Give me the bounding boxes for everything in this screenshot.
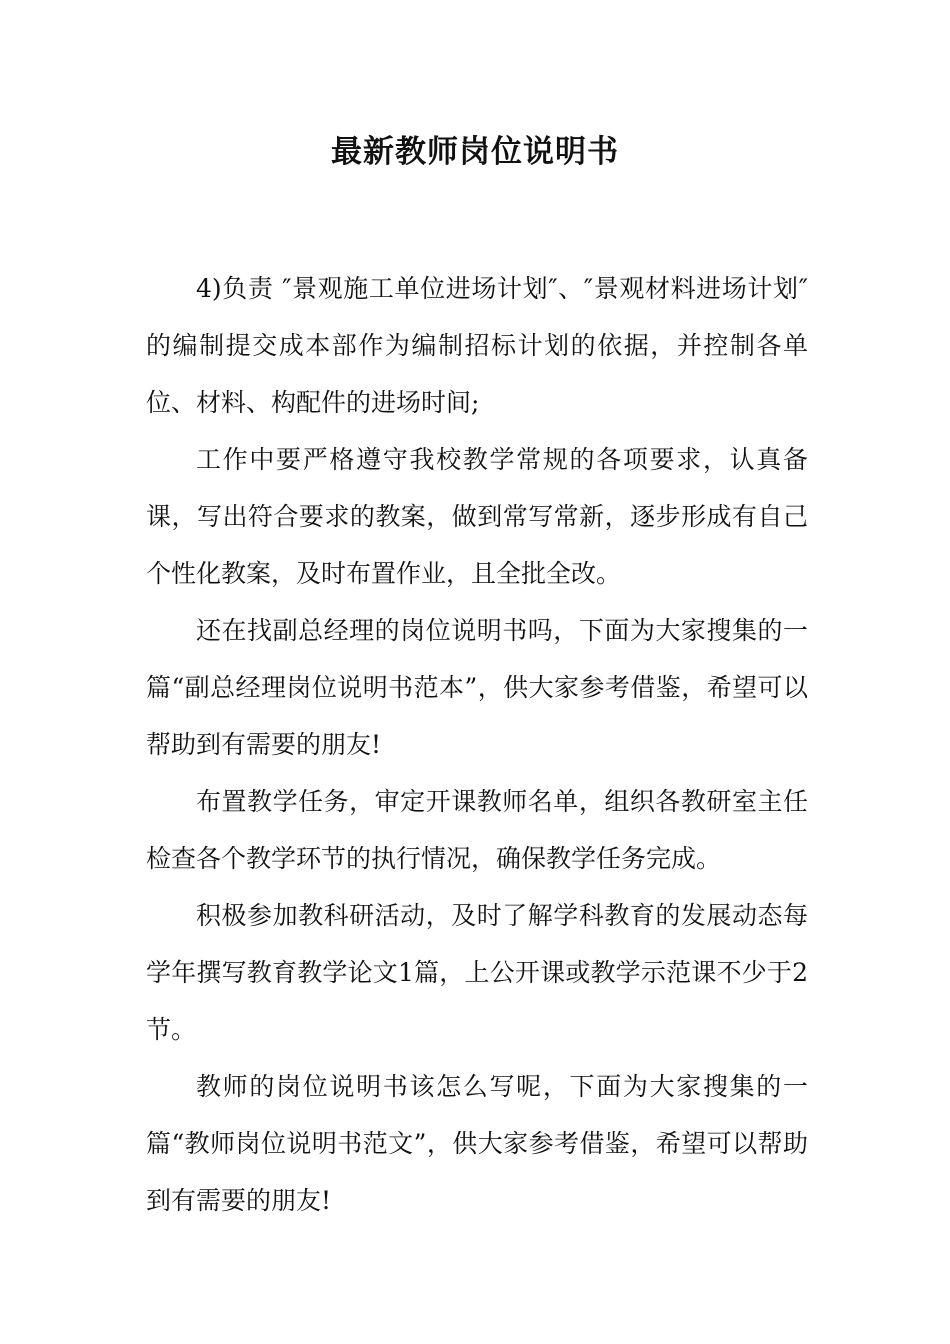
document-body [146, 260, 808, 1229]
paragraph: 积极参加教科研活动，及时了解学科教育的发展动态每学年撰写教育教学论文1篇，上公开课或教学示范课不少于2节。 [146, 901, 808, 1044]
paragraph: 4)负责 ″景观施工单位进场计划″、″景观材料进场计划″的编制提交成本部作为编制招标计划的依据，并控制各单位、材料、构配件的进场时间; [146, 274, 808, 417]
paragraph: 布置教学任务，审定开课教师名单，组织各教研室主任检查各个教学环节的执行情况，确保教学任务完成。 [146, 787, 808, 873]
paragraph: 教师的岗位说明书该怎么写呢，下面为大家搜集的一篇“教师岗位说明书范文”，供大家参考借鉴，希望可以帮助到有需要的朋友! [146, 1072, 808, 1215]
document-title: 最新教师岗位说明书 [331, 134, 619, 170]
paragraph: 还在找副总经理的岗位说明书吗，下面为大家搜集的一篇“副总经理岗位说明书范本”，供大家参考借鉴，希望可以帮助到有需要的朋友! [146, 616, 808, 759]
paragraph: 工作中要严格遵守我校教学常规的各项要求，认真备课，写出符合要求的教案，做到常写常新，逐步形成有自己个性化教案，及时布置作业，且全批全改。 [146, 445, 808, 588]
